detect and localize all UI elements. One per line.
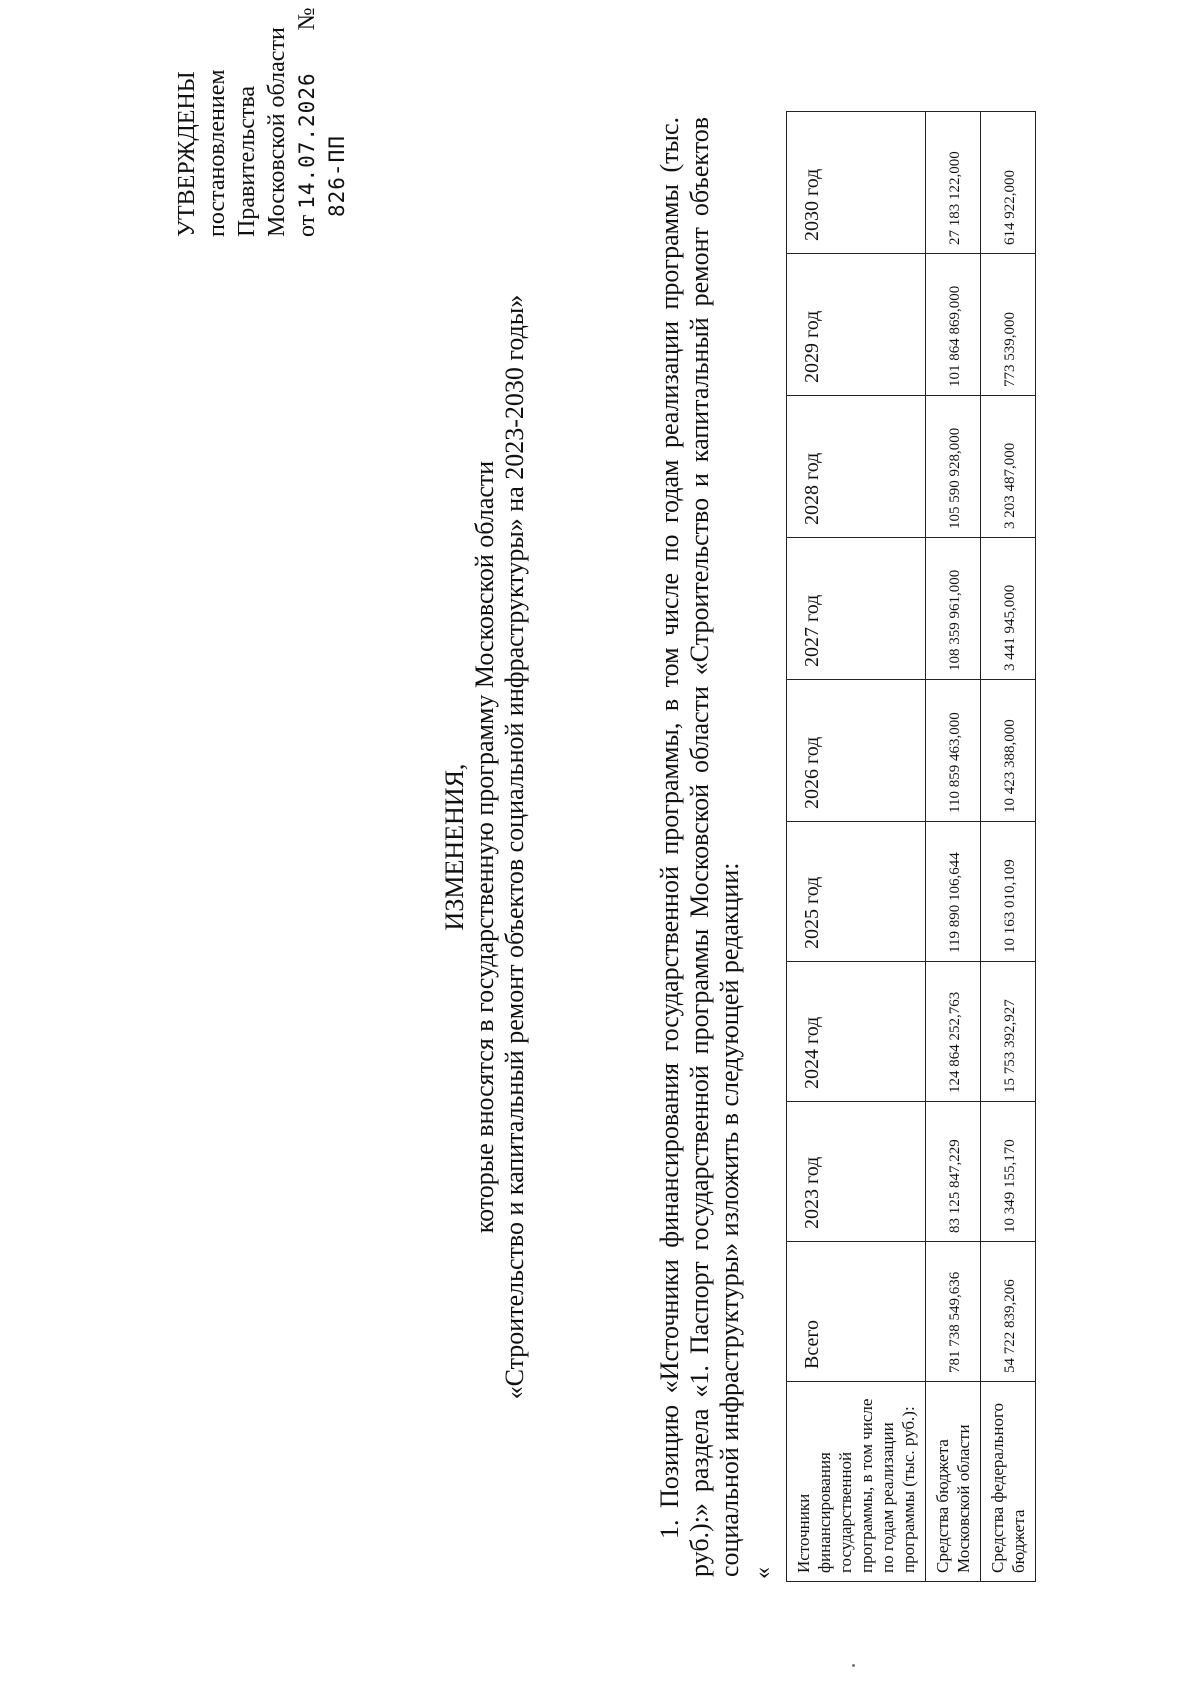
row-value-2024: 15 753 392,927 — [981, 962, 1036, 1102]
row-label: Средства федерального бюджета — [981, 1382, 1036, 1582]
row-value-2028: 3 203 487,000 — [981, 396, 1036, 538]
amendment-paragraph — [655, 117, 745, 1577]
title-subheading: которые вносятся в государственную программу Московской области — [470, 460, 499, 1234]
row-value-2024: 124 864 252,763 — [926, 962, 981, 1102]
row-value-2023: 83 125 847,229 — [926, 1102, 981, 1242]
row-value-2027: 3 441 945,000 — [981, 538, 1036, 680]
row-value-2030: 614 922,000 — [981, 112, 1036, 254]
row-value-2030: 27 183 122,000 — [926, 112, 981, 254]
row-value-2023: 10 349 155,170 — [981, 1102, 1036, 1242]
header-year-2027: 2027 год — [787, 538, 926, 680]
approval-date-line — [292, 0, 352, 237]
approval-block — [172, 0, 352, 237]
approval-title: УТВЕРЖДЕНЫ — [174, 71, 200, 237]
row-value-2025: 119 890 106,644 — [926, 822, 981, 962]
row-value-2029: 101 864 869,000 — [926, 254, 981, 396]
header-year-2029: 2029 год — [787, 254, 926, 396]
approval-date-prefix: от — [294, 214, 320, 237]
header-year-2025: 2025 год — [787, 822, 926, 962]
financing-table — [786, 111, 1036, 1582]
approval-date: 14.07.2026 — [295, 72, 319, 209]
row-value-2029: 773 539,000 — [981, 254, 1036, 396]
table-row — [926, 112, 981, 1582]
title-program-name: «Строительство и капитальный ремонт объектов социальной инфраструктуры» на 2023-2030 годы» — [500, 294, 529, 1400]
approval-authority: постановлением Правительства — [204, 69, 260, 237]
approval-number-sign: № — [294, 7, 320, 31]
header-total: Всего — [787, 1242, 926, 1382]
approval-number: 826-ПП — [325, 135, 349, 217]
approval-region: Московской области — [264, 27, 290, 237]
header-year-2026: 2026 год — [787, 680, 926, 822]
header-year-2028: 2028 год — [787, 396, 926, 538]
row-value-total: 54 722 839,206 — [981, 1242, 1036, 1382]
title-heading: ИЗМЕНЕНИЯ, — [440, 763, 469, 931]
document-title — [440, 117, 530, 1577]
row-label: Средства бюджета Московской области — [926, 1382, 981, 1582]
scan-speck — [852, 1664, 855, 1667]
amendment-text: 1. Позицию «Источники финансирования государственной программы, в том числе по годам реализации программы (тыс. руб.):» раздела «1. Паспорт государственной программы Московской области «Строительство и капитальный ремонт объектов социальной инфраструктуры» изложить в следующей редакции: — [655, 117, 744, 1577]
row-value-2025: 10 163 010,109 — [981, 822, 1036, 962]
header-year-2024: 2024 год — [787, 962, 926, 1102]
header-year-2030: 2030 год — [787, 112, 926, 254]
table-header-row — [787, 112, 926, 1582]
row-value-2026: 110 859 463,000 — [926, 680, 981, 822]
header-year-2023: 2023 год — [787, 1102, 926, 1242]
table-row — [981, 112, 1036, 1582]
opening-quote: « — [750, 1567, 776, 1579]
row-value-2028: 105 590 928,000 — [926, 396, 981, 538]
header-source-cell: Источники финансирования государственной программы, в том числе по годам реализации программы (тыс. руб.): — [787, 1382, 926, 1582]
row-value-2026: 10 423 388,000 — [981, 680, 1036, 822]
row-value-2027: 108 359 961,000 — [926, 538, 981, 680]
row-value-total: 781 738 549,636 — [926, 1242, 981, 1382]
